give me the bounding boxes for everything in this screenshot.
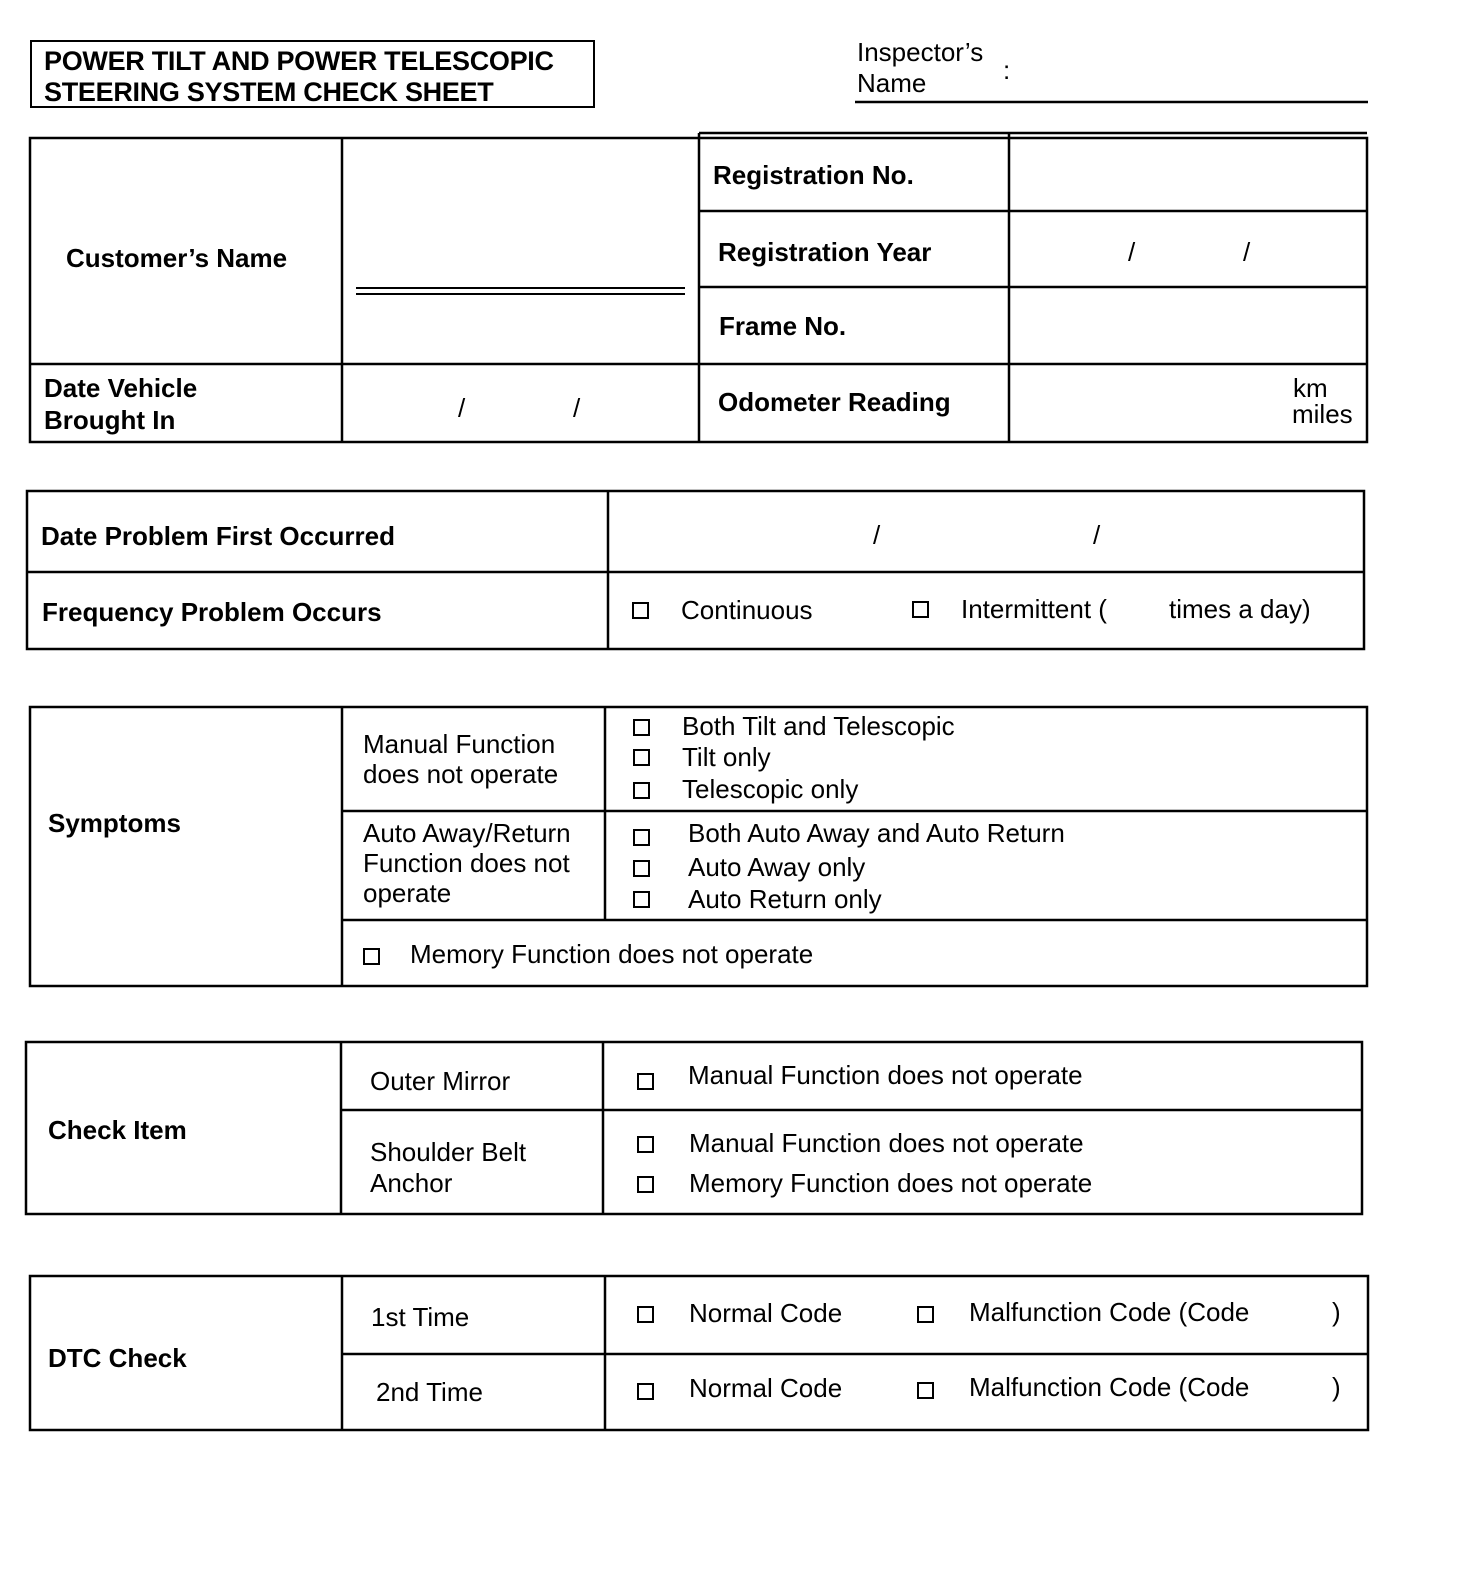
shoulder-belt-label-line-2: Anchor [370,1168,453,1198]
registration-year-label: Registration Year [718,237,932,267]
auto-function-label-line-3: operate [363,878,452,908]
date-problem-separator-1: / [873,520,881,550]
tilt-only-checkbox[interactable] [633,749,650,766]
continuous-checkbox[interactable] [632,602,649,619]
customer-name-label: Customer’s Name [66,243,288,273]
shoulder-belt-label-line-1: Shoulder Belt [370,1137,527,1167]
odometer-label: Odometer Reading [718,387,951,417]
sheet-title-line-1: POWER TILT AND POWER TELESCOPIC [44,46,554,76]
both-tilt-telescopic-label: Both Tilt and Telescopic [682,711,955,741]
auto-return-only-checkbox[interactable] [633,891,650,908]
both-tilt-telescopic-checkbox[interactable] [633,719,650,736]
frame-no-label: Frame No. [719,311,847,341]
shoulder-belt-memory-label: Memory Function does not operate [689,1168,1093,1198]
sheet-title-line-2: STEERING SYSTEM CHECK SHEET [44,77,494,107]
date-brought-in-separator-1: / [458,393,466,423]
dtc-first-time-label: 1st Time [371,1302,470,1332]
dtc-second-normal-checkbox[interactable] [637,1383,654,1400]
frequency-label: Frequency Problem Occurs [42,597,382,627]
both-auto-away-return-checkbox[interactable] [633,829,650,846]
customer-name-field[interactable] [356,240,686,285]
times-a-day-label: times a day) [1169,594,1311,624]
telescopic-only-checkbox[interactable] [633,782,650,799]
registration-no-field[interactable] [1012,136,1364,208]
registration-no-label: Registration No. [713,160,914,190]
dtc-second-close-paren: ) [1332,1372,1341,1402]
inspector-colon: : [1003,55,1011,85]
memory-function-label: Memory Function does not operate [410,939,814,969]
outer-mirror-manual-label: Manual Function does not operate [688,1060,1083,1090]
dtc-second-malfunction-checkbox[interactable] [917,1382,934,1399]
date-problem-separator-2: / [1093,520,1101,550]
manual-function-label-line-2: does not operate [363,759,559,789]
check-item-label: Check Item [48,1115,187,1145]
inspector-label-line-1: Inspector’s [857,37,984,67]
odometer-unit-km: km [1293,373,1328,403]
continuous-label: Continuous [681,595,813,625]
auto-away-only-label: Auto Away only [688,852,866,882]
frame-no-field[interactable] [1012,290,1364,362]
dtc-second-time-label: 2nd Time [376,1377,483,1407]
outer-mirror-label: Outer Mirror [370,1066,511,1096]
inspector-label-line-2: Name [857,68,927,98]
auto-function-label-line-1: Auto Away/Return [363,818,571,848]
auto-return-only-label: Auto Return only [688,884,882,914]
manual-function-label-line-1: Manual Function [363,729,556,759]
shoulder-belt-manual-checkbox[interactable] [637,1136,654,1153]
dtc-second-malfunction-label: Malfunction Code (Code [969,1372,1250,1402]
auto-away-only-checkbox[interactable] [633,860,650,877]
auto-function-label-line-2: Function does not [363,848,570,878]
date-brought-in-label-line-1: Date Vehicle [44,373,198,403]
dtc-first-close-paren: ) [1332,1297,1341,1327]
date-problem-first-label: Date Problem First Occurred [41,521,395,551]
intermittent-label: Intermittent ( [961,594,1107,624]
outer-mirror-manual-checkbox[interactable] [637,1073,654,1090]
intermittent-checkbox[interactable] [912,601,929,618]
shoulder-belt-manual-label: Manual Function does not operate [689,1128,1084,1158]
memory-function-checkbox[interactable] [363,948,380,965]
date-brought-in-separator-2: / [573,393,581,423]
dtc-first-normal-label: Normal Code [689,1298,843,1328]
both-auto-away-return-label: Both Auto Away and Auto Return [688,818,1065,848]
telescopic-only-label: Telescopic only [682,774,859,804]
dtc-first-normal-checkbox[interactable] [637,1306,654,1323]
registration-year-separator-2: / [1243,237,1251,267]
dtc-first-malfunction-label: Malfunction Code (Code [969,1297,1250,1327]
dtc-first-malfunction-checkbox[interactable] [917,1306,934,1323]
date-brought-in-label-line-2: Brought In [44,405,176,435]
shoulder-belt-memory-checkbox[interactable] [637,1176,654,1193]
symptoms-label: Symptoms [48,808,181,838]
registration-year-separator-1: / [1128,237,1136,267]
dtc-second-normal-label: Normal Code [689,1373,843,1403]
odometer-unit-miles: miles [1292,399,1353,429]
tilt-only-label: Tilt only [682,742,771,772]
dtc-check-label: DTC Check [48,1343,187,1373]
